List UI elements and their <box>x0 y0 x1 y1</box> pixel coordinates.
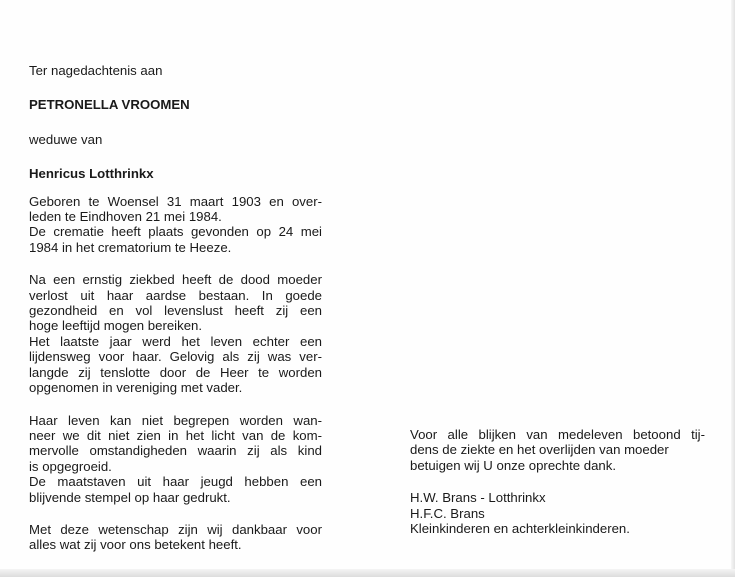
paragraph-line: leden te Eindhoven 21 mei 1984. <box>29 209 222 225</box>
paragraph-line: De crematie heeft plaats gevonden op 24 mei <box>29 224 322 240</box>
paragraph-line: opgenomen in vereniging met vader. <box>29 380 243 396</box>
paragraph-line: mervolle omstandigheden waarin zij als kind <box>29 443 322 459</box>
signatory: Kleinkinderen en achterkleinkinderen. <box>410 521 630 537</box>
spacer <box>29 113 322 132</box>
life-paragraph <box>29 413 322 505</box>
widow-of-label: weduwe van <box>29 131 103 147</box>
paragraph-line: De maatstaven uit haar jeugd hebben een <box>29 474 322 490</box>
spouse-name: Henricus Lotthrinkx <box>29 166 154 182</box>
illness-paragraph <box>29 272 322 395</box>
thanks-line: Voor alle blijken van medeleven betoond tij- <box>410 427 705 442</box>
paragraph-line: 1984 in het crematorium te Heeze. <box>29 239 232 255</box>
paragraph-line: Haar leven kan niet begrepen worden wan- <box>29 412 322 428</box>
signatories-list <box>410 490 705 536</box>
card-right-edge <box>731 0 735 577</box>
spacer <box>29 147 322 166</box>
paragraph-line: blijvende stempel op haar gedrukt. <box>29 489 231 505</box>
thanks-right-column <box>410 427 705 536</box>
signatory: H.W. Brans - Lotthrinkx <box>410 490 546 506</box>
spacer <box>29 396 322 413</box>
paragraph-line: langde zij tenslotte door de Heer te worden <box>29 364 322 380</box>
spacer <box>410 473 705 490</box>
thanks-line: dens de ziekte en het overlijden van moeder <box>410 442 669 458</box>
spacer <box>29 505 322 522</box>
spacer <box>29 182 322 194</box>
thanks-paragraph <box>410 427 705 473</box>
paragraph-line: Het laatste jaar werd het leven echter een <box>29 333 322 349</box>
birth-death-paragraph <box>29 194 322 256</box>
paragraph-line: lijdensweg voor haar. Gelovig als zij was ver- <box>29 349 322 365</box>
gratitude-paragraph <box>29 522 322 553</box>
paragraph-line: hoge leeftijd mogen bereiken. <box>29 318 203 334</box>
intro-text: Ter nagedachtenis aan <box>29 63 163 78</box>
deceased-name: PETRONELLA VROOMEN <box>29 97 190 113</box>
paragraph-line: Na een ernstig ziekbed heeft de dood moeder <box>29 272 322 288</box>
paragraph-line: alles wat zij voor ons betekent heeft. <box>29 537 242 553</box>
card-bottom-edge <box>0 569 735 577</box>
signatory: H.F.C. Brans <box>410 505 485 521</box>
spacer <box>29 255 322 272</box>
memorial-left-column <box>29 63 322 553</box>
paragraph-line: gezondheid en vol levenslust heeft zij een <box>29 303 322 319</box>
paragraph-line: neer we dit niet zien in het licht van de kom- <box>29 427 322 443</box>
paragraph-line: is opgegroeid. <box>29 458 112 474</box>
paragraph-line: Met deze wetenschap zijn wij dankbaar voor <box>29 521 322 537</box>
paragraph-line: verlost uit haar aardse bestaan. In goede <box>29 287 322 303</box>
paragraph-line: Geboren te Woensel 31 maart 1903 en over- <box>29 193 322 209</box>
spacer <box>29 78 322 97</box>
thanks-line: betuigen wij U onze oprechte dank. <box>410 457 617 473</box>
